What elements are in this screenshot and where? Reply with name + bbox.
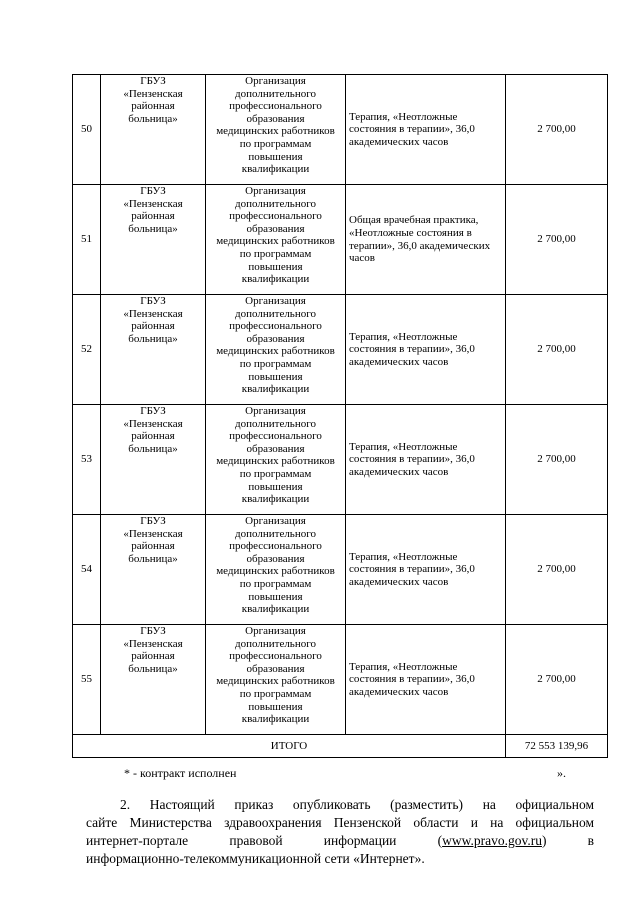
service-kind-line: квалификации [241, 383, 310, 396]
program-cell: Терапия, «Неотложные состояния в терапии», 36,0 академических часов [346, 75, 506, 185]
service-kind-line: квалификации [241, 713, 310, 726]
service-kind-line: образования [246, 662, 305, 675]
service-kind-cell [206, 625, 346, 735]
service-kind-line: профессионального [229, 210, 322, 223]
service-kind-line: Организация [245, 75, 306, 87]
table-row [73, 625, 608, 735]
service-kind-line: образования [246, 112, 305, 125]
organization-line: ГБУЗ [140, 625, 166, 637]
organization-line: районная [131, 320, 175, 333]
organization-cell [101, 295, 206, 405]
service-kind-cell [206, 75, 346, 185]
service-kind-line: квалификации [241, 273, 310, 286]
program-cell: Терапия, «Неотложные состояния в терапии», 36,0 академических часов [346, 515, 506, 625]
service-kind-line: по программам [239, 687, 312, 700]
organization-line: больница» [128, 662, 178, 675]
service-kind-line: по программам [239, 357, 312, 370]
amount-cell: 2 700,00 [506, 185, 608, 295]
service-kind-line: медицинских работников [216, 565, 335, 578]
service-kind-line: по программам [239, 467, 312, 480]
service-kind-line: дополнительного [235, 197, 316, 210]
service-kind-line: квалификации [241, 163, 310, 176]
order-paragraph [86, 796, 594, 868]
service-kind-cell [206, 515, 346, 625]
service-kind-line: образования [246, 332, 305, 345]
service-kind-line: профессионального [229, 430, 322, 443]
service-kind-line: профессионального [229, 100, 322, 113]
table-row [73, 75, 608, 185]
service-kind-line: повышения [248, 700, 303, 713]
paragraph-word: ( [437, 833, 443, 848]
service-kind-line: медицинских работников [216, 235, 335, 248]
paragraph-word: интернет-портале [86, 833, 189, 848]
program-cell: Терапия, «Неотложные состояния в терапии», 36,0 академических часов [346, 405, 506, 515]
service-kind-line: дополнительного [235, 87, 316, 100]
organization-line: районная [131, 100, 175, 113]
service-kind-line: повышения [248, 370, 303, 383]
service-kind-line: медицинских работников [216, 125, 335, 138]
footnote [124, 766, 584, 781]
paragraph-line-4: информационно-телекоммуникационной сети «Интернет». [86, 851, 425, 866]
organization-line: «Пензенская [123, 197, 183, 210]
organization-line: ГБУЗ [140, 295, 166, 307]
service-kind-line: медицинских работников [216, 345, 335, 358]
organization-line: больница» [128, 442, 178, 455]
footnote-text: * - контракт исполнен [124, 766, 237, 780]
amount-cell: 2 700,00 [506, 295, 608, 405]
service-kind-line: дополнительного [235, 307, 316, 320]
service-kind-line: Организация [245, 515, 306, 527]
total-label: ИТОГО [73, 735, 506, 758]
program-cell: Общая врачебная практика, «Неотложные состояния в терапии», 36,0 академических часов [346, 185, 506, 295]
organization-cell [101, 515, 206, 625]
organization-line: «Пензенская [123, 417, 183, 430]
organization-cell [101, 75, 206, 185]
organization-line: районная [131, 210, 175, 223]
service-kind-line: повышения [248, 590, 303, 603]
organization-line: «Пензенская [123, 637, 183, 650]
paragraph-line-1: 2. Настоящий приказ опубликовать (разместить) на официальном [120, 797, 594, 812]
service-kind-cell [206, 295, 346, 405]
service-kind-line: по программам [239, 577, 312, 590]
service-kind-line: по программам [239, 137, 312, 150]
pravo-gov-link[interactable]: www.pravo.gov.ru [442, 833, 542, 848]
service-kind-line: Организация [245, 625, 306, 637]
row-number: 52 [73, 295, 101, 405]
organization-line: ГБУЗ [140, 185, 166, 197]
organization-line: районная [131, 540, 175, 553]
organization-line: «Пензенская [123, 87, 183, 100]
program-cell: Терапия, «Неотложные состояния в терапии», 36,0 академических часов [346, 625, 506, 735]
service-kind-line: повышения [248, 150, 303, 163]
organization-cell [101, 405, 206, 515]
service-kind-cell [206, 405, 346, 515]
table-row [73, 295, 608, 405]
row-number: 51 [73, 185, 101, 295]
total-amount: 72 553 139,96 [506, 735, 608, 758]
row-number: 54 [73, 515, 101, 625]
table-row [73, 515, 608, 625]
organization-line: больница» [128, 552, 178, 565]
row-number: 53 [73, 405, 101, 515]
service-kind-line: дополнительного [235, 637, 316, 650]
service-kind-line: профессионального [229, 650, 322, 663]
amount-cell: 2 700,00 [506, 405, 608, 515]
paragraph-link-group [438, 833, 547, 848]
service-kind-line: квалификации [241, 603, 310, 616]
service-kind-line: образования [246, 442, 305, 455]
paragraph-word: правовой [229, 833, 283, 848]
service-kind-cell [206, 185, 346, 295]
table-row [73, 185, 608, 295]
organization-line: ГБУЗ [140, 405, 166, 417]
amount-cell: 2 700,00 [506, 515, 608, 625]
service-kind-line: Организация [245, 185, 306, 197]
paragraph-word: в [587, 833, 595, 848]
footnote-closing: ». [557, 766, 566, 780]
amount-cell: 2 700,00 [506, 625, 608, 735]
amount-cell: 2 700,00 [506, 75, 608, 185]
organization-line: ГБУЗ [140, 75, 166, 87]
row-number: 50 [73, 75, 101, 185]
organization-line: больница» [128, 112, 178, 125]
service-kind-line: образования [246, 552, 305, 565]
organization-line: «Пензенская [123, 307, 183, 320]
organization-line: ГБУЗ [140, 515, 166, 527]
service-kind-line: медицинских работников [216, 455, 335, 468]
paragraph-word: ) [541, 833, 547, 848]
contracts-table [72, 74, 608, 758]
service-kind-line: Организация [245, 295, 306, 307]
organization-line: районная [131, 650, 175, 663]
service-kind-line: дополнительного [235, 527, 316, 540]
service-kind-line: образования [246, 222, 305, 235]
total-row [73, 735, 608, 758]
service-kind-line: Организация [245, 405, 306, 417]
service-kind-line: квалификации [241, 493, 310, 506]
service-kind-line: дополнительного [235, 417, 316, 430]
service-kind-line: по программам [239, 247, 312, 260]
service-kind-line: профессионального [229, 320, 322, 333]
service-kind-line: медицинских работников [216, 675, 335, 688]
table-row [73, 405, 608, 515]
row-number: 55 [73, 625, 101, 735]
service-kind-line: профессионального [229, 540, 322, 553]
service-kind-line: повышения [248, 480, 303, 493]
organization-cell [101, 185, 206, 295]
paragraph-word: информации [323, 833, 397, 848]
organization-line: больница» [128, 332, 178, 345]
organization-line: «Пензенская [123, 527, 183, 540]
program-cell: Терапия, «Неотложные состояния в терапии», 36,0 академических часов [346, 295, 506, 405]
paragraph-line-2: сайте Министерства здравоохранения Пензенской области и на официальном [86, 815, 594, 830]
organization-line: больница» [128, 222, 178, 235]
paragraph-line-3 [86, 832, 594, 850]
service-kind-line: повышения [248, 260, 303, 273]
organization-cell [101, 625, 206, 735]
organization-line: районная [131, 430, 175, 443]
